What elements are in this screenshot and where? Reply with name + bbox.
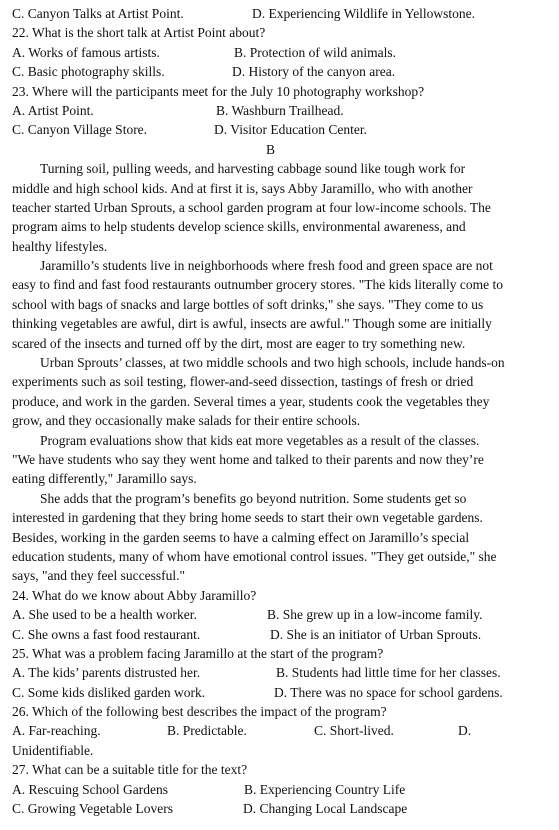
passage-line: middle and high school kids. And at first it is, says Abby Jaramillo, who with another xyxy=(12,180,473,196)
q24-options-row-2 xyxy=(12,625,527,644)
q23-option-c: C. Canyon Village Store. xyxy=(12,122,148,138)
q21-option-d: D. Experiencing Wildlife in Yellowstone. xyxy=(252,6,476,21)
q27-option-a: A. Rescuing School Gardens xyxy=(12,781,168,797)
q23-options-row-2 xyxy=(12,120,527,139)
q25-options-row-2 xyxy=(12,683,527,702)
passage-line: healthy lifestyles. xyxy=(12,238,108,254)
q24-option-d: D. She is an initiator of Urban Sprouts. xyxy=(270,626,482,642)
passage-paragraph-5 xyxy=(12,489,527,586)
passage-line: She adds that the program’s benefits go beyond nutrition. Some students get so xyxy=(40,490,467,506)
q27-option-d: D. Changing Local Landscape xyxy=(243,801,408,817)
q27-stem: 27. What can be a suitable title for the text? xyxy=(12,762,248,778)
q27-options-row-2 xyxy=(12,799,527,818)
q21-option-c: C. Canyon Talks at Artist Point. xyxy=(12,6,184,21)
q27-options-row-1 xyxy=(12,780,527,799)
passage-line: Program evaluations show that kids eat more vegetables as a result of the classes. xyxy=(40,432,480,448)
q26-options-row xyxy=(12,721,527,740)
q25-options-row-1 xyxy=(12,663,527,682)
q25-option-a: A. The kids’ parents distrusted her. xyxy=(12,665,201,681)
passage-line: Turning soil, pulling weeds, and harvesting cabbage sound like tough work for xyxy=(40,161,466,177)
q23-option-b: B. Washburn Trailhead. xyxy=(216,102,344,118)
passage-paragraph-2 xyxy=(12,256,527,353)
q22-options-row-1 xyxy=(12,43,527,62)
q24-option-a: A. She used to be a health worker. xyxy=(12,607,197,623)
passage-line: interested in gardening that they bring home seeds to start their own vegetable gardens. xyxy=(12,510,483,526)
q22-option-b: B. Protection of wild animals. xyxy=(234,44,396,60)
q26-option-a: A. Far-reaching. xyxy=(12,723,101,739)
q27-option-c: C. Growing Vegetable Lovers xyxy=(12,801,173,817)
passage-line: says, "and they feel successful." xyxy=(12,568,185,584)
passage-line: produce, and work in the garden. Several times a year, students cook the vegetables they xyxy=(12,393,490,409)
q22-option-c: C. Basic photography skills. xyxy=(12,64,165,80)
q23-options-row-1 xyxy=(12,101,527,120)
q24-option-b: B. She grew up in a low-income family. xyxy=(267,607,483,623)
q25-stem: 25. What was a problem facing Jaramillo at the start of the program? xyxy=(12,645,384,661)
q26-option-d-text: Unidentifiable. xyxy=(12,742,94,758)
passage-line: education students, many of whom have emotional control issues. "They get outside," she xyxy=(12,548,497,564)
q24-stem: 24. What do we know about Abby Jaramillo? xyxy=(12,587,257,603)
passage-line: thinking vegetables are awful, dirt is awful, insects are awful." Though some are initially xyxy=(12,316,492,332)
exam-page xyxy=(12,4,527,818)
q22-stem: 22. What is the short talk at Artist Point about? xyxy=(12,25,266,41)
q23-option-d: D. Visitor Education Center. xyxy=(214,122,368,138)
q23-stem: 23. Where will the participants meet for the July 10 photography workshop? xyxy=(12,83,425,99)
passage-line: experiments such as soil testing, flower-and-seed dissection, tastings of fresh or dried xyxy=(12,374,474,390)
passage-paragraph-4 xyxy=(12,431,527,489)
q24-option-c: C. She owns a fast food restaurant. xyxy=(12,626,201,642)
q24-options-row-1 xyxy=(12,605,527,624)
q22-option-a: A. Works of famous artists. xyxy=(12,44,160,60)
passage-line: scared of the insects and turned off by the dirt, most are eager to try something new. xyxy=(12,335,466,351)
passage-paragraph-3 xyxy=(12,353,527,431)
passage-line: grow, and they occasionally make salads for their entire schools. xyxy=(12,413,361,429)
q26-stem: 26. Which of the following best describes the impact of the program? xyxy=(12,704,387,720)
q25-option-c: C. Some kids disliked garden work. xyxy=(12,684,206,700)
passage-line: Besides, working in the garden seems to have a calming effect on Jaramillo’s special xyxy=(12,529,470,545)
q26-option-b: B. Predictable. xyxy=(167,723,247,739)
passage-line: "We have students who say they went home and talked to their parents and now they’re xyxy=(12,451,484,467)
q21-options-row-2 xyxy=(12,4,527,23)
q26-option-c: C. Short-lived. xyxy=(314,723,394,739)
passage-line: Jaramillo’s students live in neighborhoods where fresh food and green space are not xyxy=(40,258,493,274)
passage-line: program aims to help students develop science skills, environmental awareness, and xyxy=(12,219,466,235)
passage-line: Urban Sprouts’ classes, at two middle schools and two high schools, include hands-on xyxy=(40,355,505,371)
q22-option-d: D. History of the canyon area. xyxy=(232,64,396,80)
passage-line: eating differently," Jaramillo says. xyxy=(12,471,197,487)
passage-line: easy to find and fast food restaurants outnumber grocery stores. "The kids literally come to xyxy=(12,277,503,293)
q25-option-b: B. Students had little time for her classes. xyxy=(276,665,501,681)
passage-line: teacher started Urban Sprouts, a school garden program at four low-income schools. The xyxy=(12,199,491,215)
q22-options-row-2 xyxy=(12,62,527,81)
q26-option-d: D. xyxy=(458,723,472,739)
section-label: B xyxy=(265,141,275,157)
passage-line: school with bags of snacks and large bottles of soft drinks," she says. "They come to us xyxy=(12,296,484,312)
passage-paragraph-1 xyxy=(12,159,527,256)
q23-option-a: A. Artist Point. xyxy=(12,102,94,118)
q27-option-b: B. Experiencing Country Life xyxy=(244,781,406,797)
q25-option-d: D. There was no space for school gardens. xyxy=(274,684,503,700)
